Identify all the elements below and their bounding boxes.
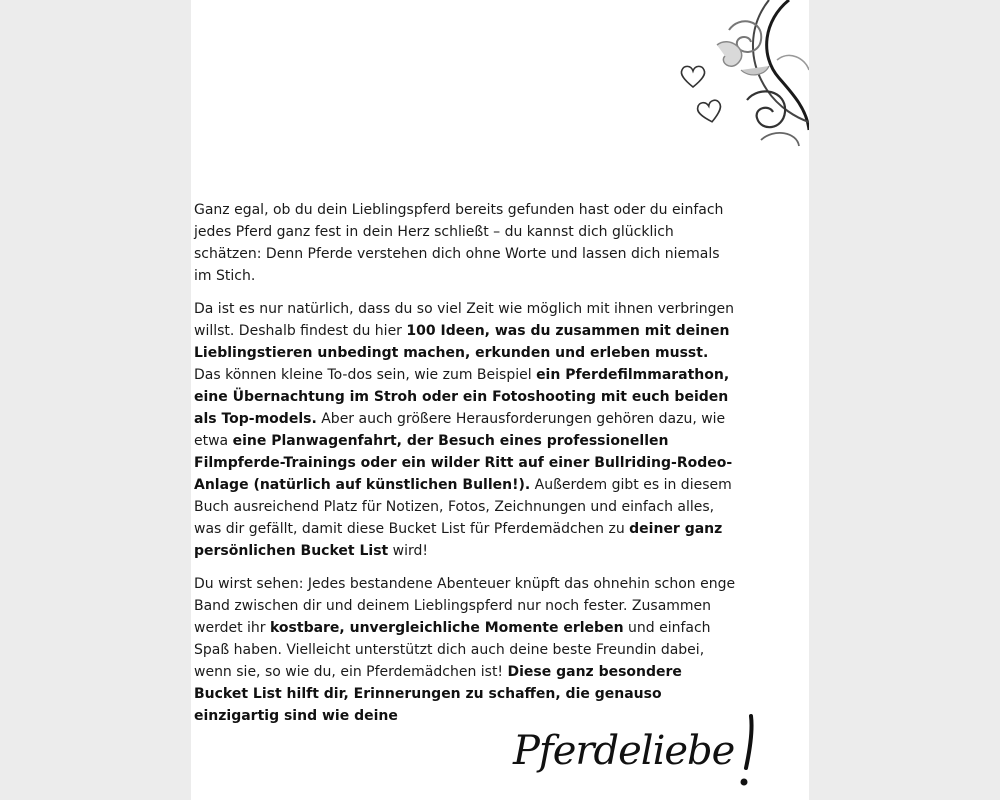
text-run: wird! [388,543,429,559]
exclamation-mark-icon [733,712,763,792]
signature-lettering [513,712,803,800]
bold-text-run: ein Pferdefilmmarathon, eine Übernachtung im Stroh oder ein Fotoshooting mit euch beiden als Top-models. [194,367,730,427]
text-run: Aber auch größere Herausforderungen gehören dazu, wie etwa [194,411,726,449]
text-run: und einfach Spaß haben. Vielleicht unterstützt dich auch deine beste Freundin dabei, wenn sie, so wie du, ein Pferdemädchen ist! [194,620,711,680]
bold-text-run: eine Planwagenfahrt, der Besuch eines professionellen Filmpferde-Trainings oder ein wilder Ritt auf einer Bullriding-Rodeo-Anlage (natürlich auf künstlichen Bullen!). [194,433,733,493]
heart-outline-icon [679,64,707,90]
heart-outline-icon [696,99,724,125]
bold-text-run: deiner ganz persönlichen Bucket List [194,521,723,559]
bold-text-run: Diese ganz besondere Bucket List hilft dir, Erinnerungen zu schaffen, die genauso einzigartig sind wie deine [194,664,682,724]
paragraph [194,298,739,562]
text-run: Du wirst sehen: Jedes bestandene Abenteuer knüpft das ohnehin schon enge Band zwischen dir und deinem Lieblingspferd nur noch fester. Zusammen werdet ihr [194,576,736,636]
paragraph [194,573,739,727]
book-page [191,0,809,800]
text-run: Außerdem gibt es in diesem Buch ausreichend Platz für Notizen, Fotos, Zeichnungen und einfach alles, was dir gefällt, damit diese Bucket List für Pferdemädchen zu [194,477,732,537]
bold-text-run: kostbare, unvergleichliche Momente erleben [269,620,624,636]
body-text [194,199,739,738]
paragraph [194,199,739,287]
text-run: Das können kleine To-dos sein, wie zum Beispiel [194,367,537,383]
text-run: Da ist es nur natürlich, dass du so viel Zeit wie möglich mit ihnen verbringen willst. Deshalb findest du hier [194,301,735,339]
bold-text-run: 100 Ideen, was du zusammen mit deinen Lieblingstieren unbedingt machen, erkunden und erleben musst. [194,323,730,361]
text-run: Ganz egal, ob du dein Lieblingspferd bereits gefunden hast oder du einfach jedes Pferd ganz fest in dein Herz schließt – du kannst dich glücklich schätzen: Denn Pferde verstehen dich ohne Worte und lassen dich niemals im Stich. [194,202,724,284]
signature-text: Pferdeliebe [513,728,735,774]
